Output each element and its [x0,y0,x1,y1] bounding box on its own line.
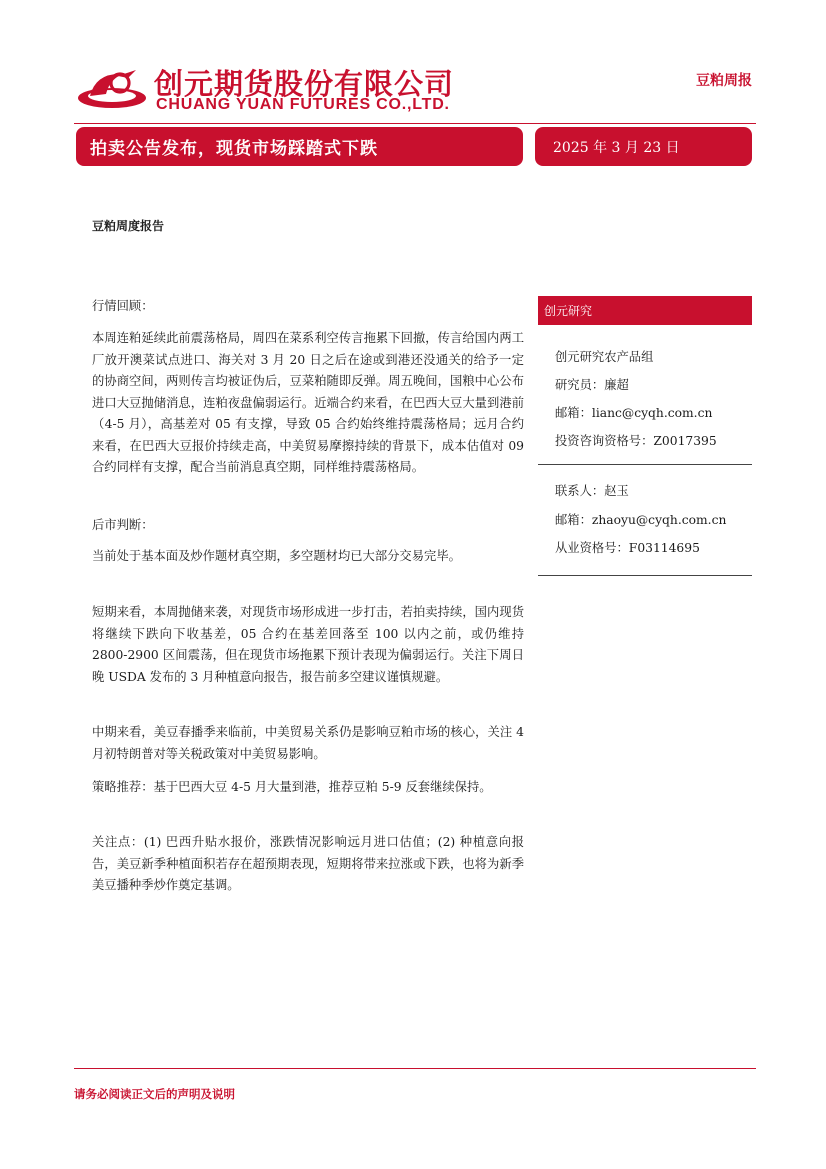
footer-divider [74,1068,756,1069]
outlook-paragraph-3: 中期来看，美豆春播季来临前，中美贸易关系仍是影响豆粕市场的核心，关注 4 月初特朗普对等关税政策对中美贸易影响。 [92,725,524,761]
sidebar-heading: 创元研究 [538,296,752,325]
company-name-en: CHUANG YUAN FUTURES CO.,LTD. [156,96,450,113]
contact-person: 联系人：赵玉 [555,484,629,498]
report-subtitle: 豆粕周度报告 [92,219,165,233]
outlook-paragraph-2: 短期来看，本周抛储来袭，对现货市场形成进一步打击，若拍卖持续，国内现货将继续下跌向下收基差，05 合约在基差回落至 100 以内之前，或仍维持 2800-2900 区间震荡，但在现货市场拖累下预计表现为偏弱运行。关注下周日晚 USDA 发布的 3 月种植意向报告，报告前多空建议谨慎规避。 [92,605,524,684]
focus-paragraph: 关注点：(1) 巴西升贴水报价，涨跌情况影响远月进口估值；(2) 种植意向报告，美豆新季种植面积若存在超预期表现，短期将带来拉涨或下跌，也将为新季美豆播种季炒作奠定基调。 [92,835,524,892]
review-heading: 行情回顾： [92,299,154,313]
researcher: 研究员：廉超 [555,378,629,392]
researcher-license: 投资咨询资格号：Z0017395 [555,434,717,448]
contact-email: 邮箱：zhaoyu@cyqh.com.cn [555,513,727,527]
header-divider [74,123,756,124]
outlook-heading: 后市判断： [92,518,154,532]
outlook-paragraph-1: 当前处于基本面及炒作题材真空期，多空题材均已大部分交易完毕。 [92,549,461,563]
sidebar-divider [538,464,752,465]
report-date: 2025 年 3 月 23 日 [553,139,680,156]
report-title: 拍卖公告发布，现货市场踩踏式下跌 [90,139,378,159]
strategy-paragraph: 策略推荐：基于巴西大豆 4-5 月大量到港，推荐豆粕 5-9 反套继续保持。 [92,780,492,794]
review-paragraph: 本周连粕延续此前震荡格局，周四在菜系利空传言拖累下回撤，传言给国内两工厂放开澳菜试点进口、海关对 3 月 20 日之后在途或到港还没通关的给予一定的协商空间，两则传言均被证伪后，豆菜粕随即反弹。周五晚间，国粮中心公布进口大豆抛储消息，连粕夜盘偏弱运行。近端合约来看，在巴西大豆大量到港前（4-5 月），高基差对 05 有支撑，导致 05 合约始终维持震荡格局；远月合约来看，在巴西大豆报价持续走高，中美贸易摩擦持续的背景下，成本估值对 09 合约同样有支撑，配合当前消息真空期，同样维持震荡格局。 [92,331,524,474]
disclaimer-note: 请务必阅读正文后的声明及说明 [74,1087,235,1101]
title-banner [76,127,523,166]
chuangyuan-logo-icon [76,66,154,112]
research-group: 创元研究农产品组 [555,350,654,364]
researcher-email: 邮箱：lianc@cyqh.com.cn [555,406,713,420]
date-banner [535,127,752,166]
contact-license: 从业资格号：F03114695 [555,541,700,555]
sidebar-divider [538,575,752,576]
company-name-cn: 创元期货股份有限公司 [154,67,455,101]
report-type: 豆粕周报 [696,73,752,89]
